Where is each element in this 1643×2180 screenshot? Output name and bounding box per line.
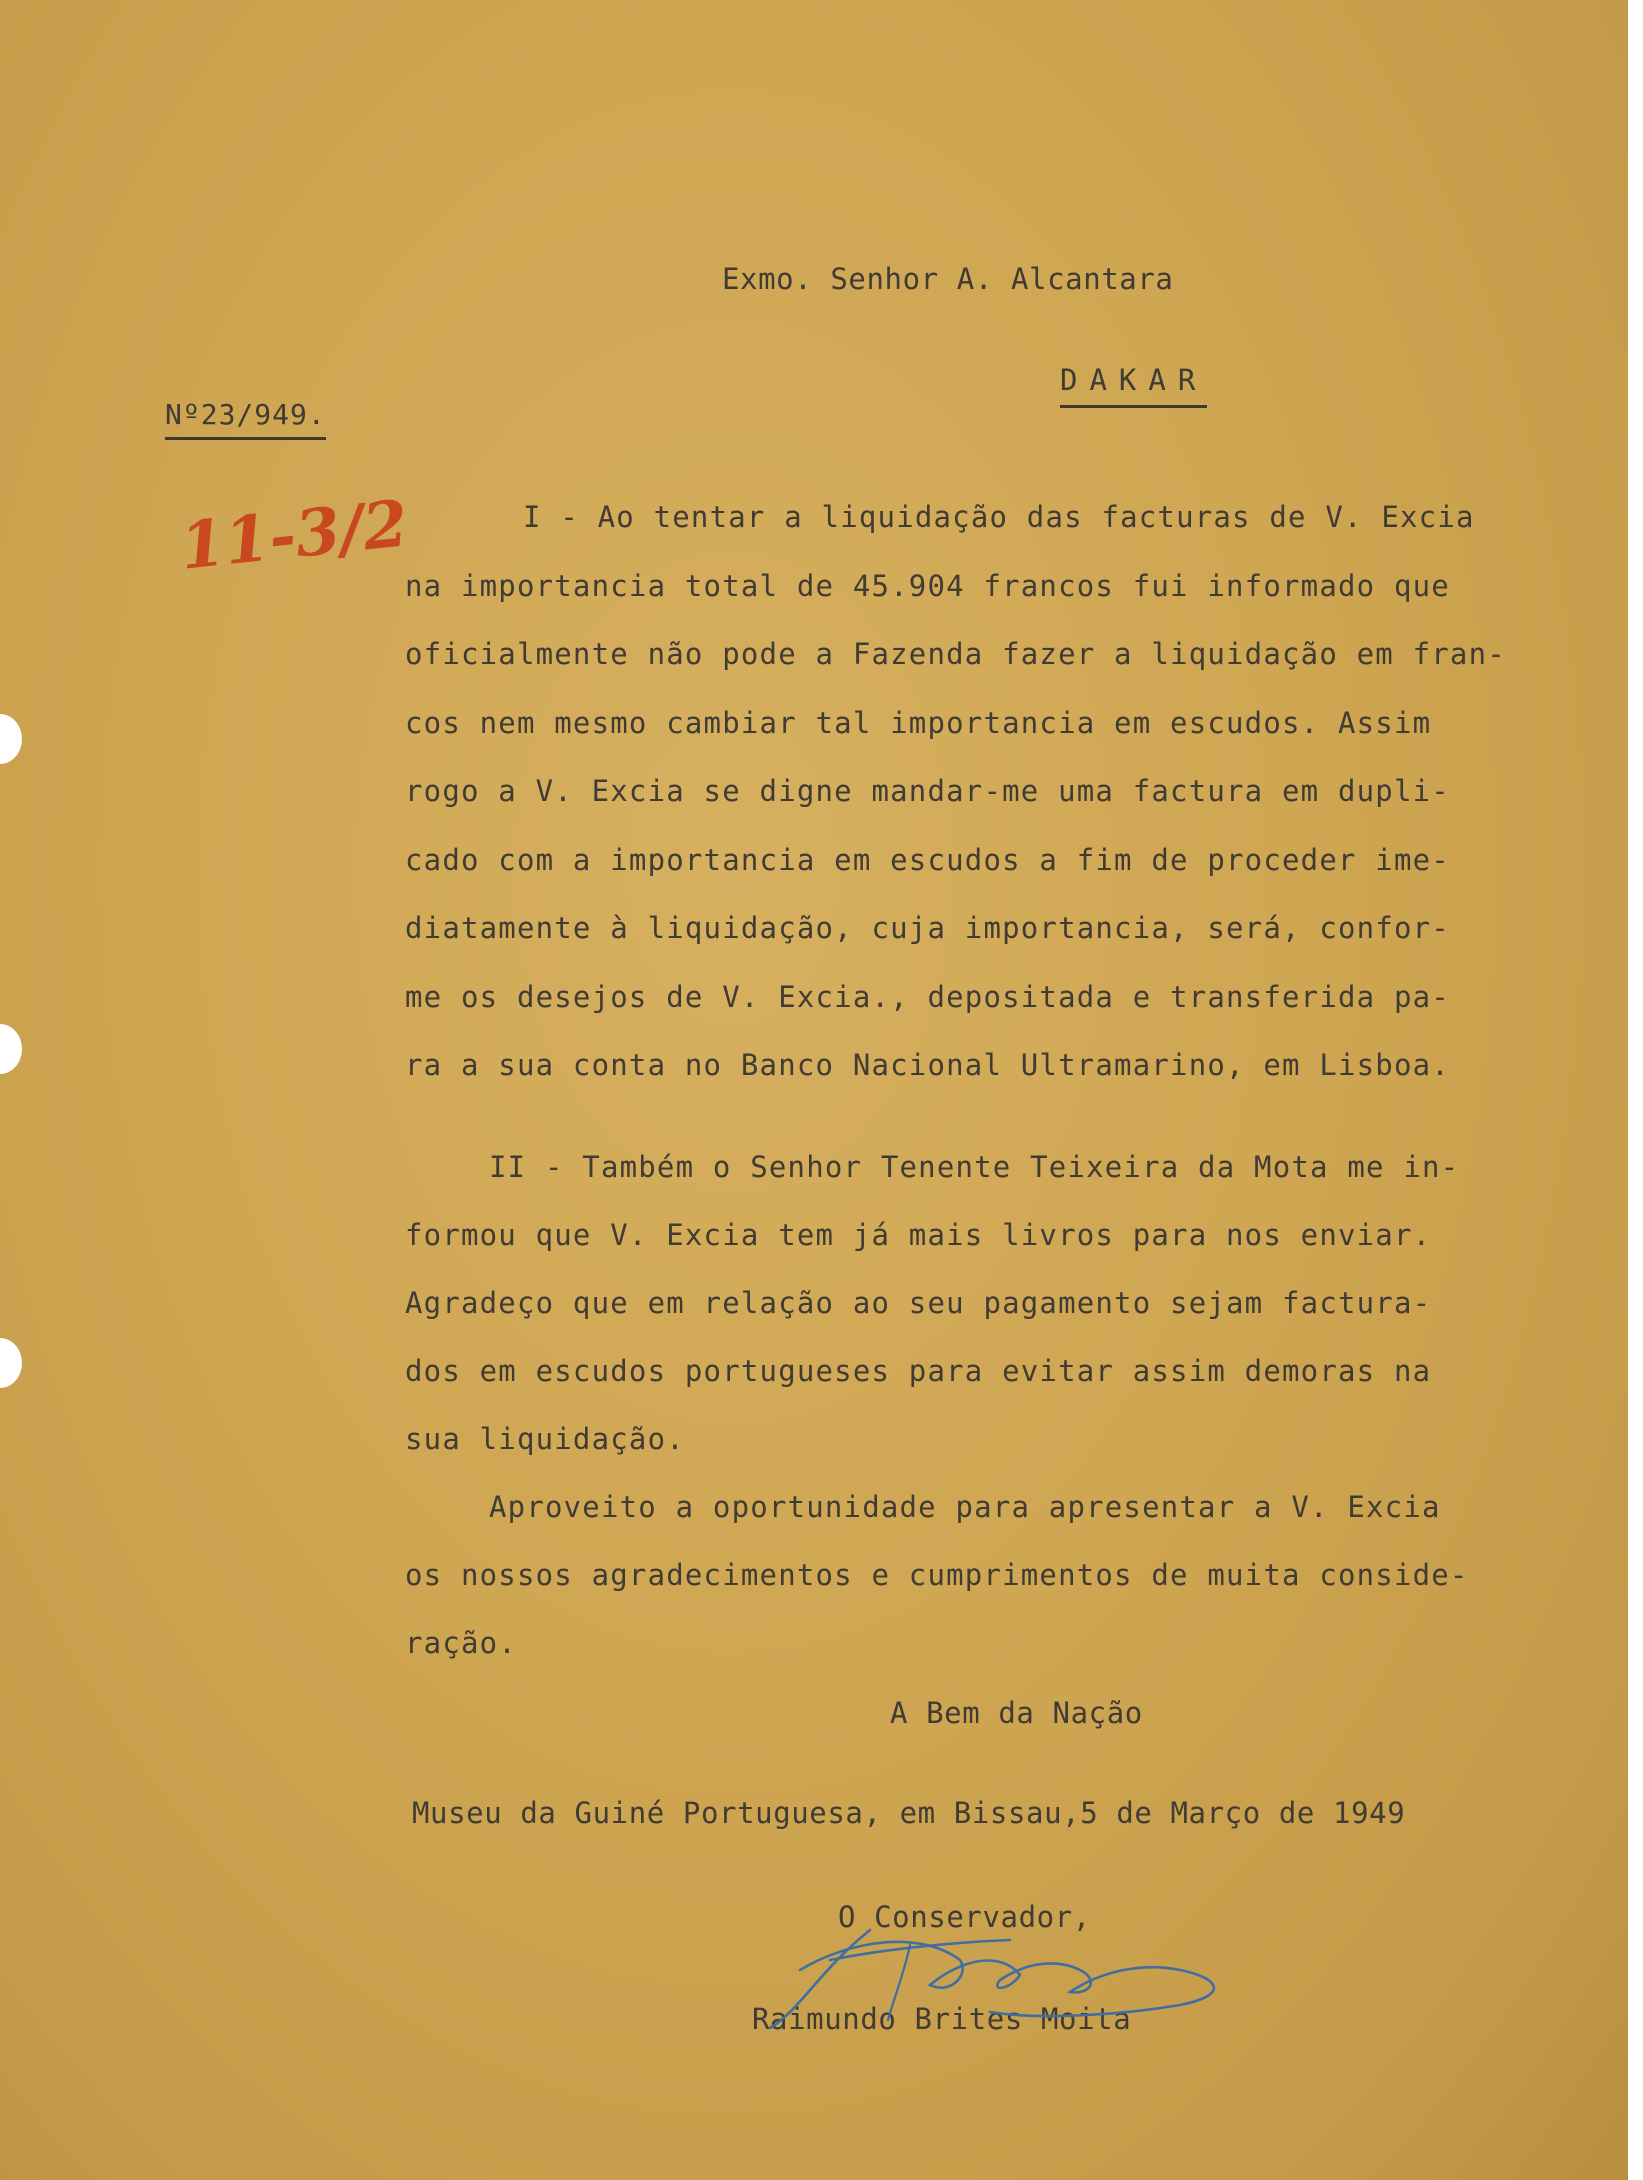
text-line: dos em escudos portugueses para evitar assim demoras na: [405, 1354, 1432, 1388]
text-line: formou que V. Excia tem já mais livros para nos enviar.: [405, 1218, 1432, 1252]
punch-hole: [0, 1338, 22, 1388]
text-line: cado com a importancia em escudos a fim de proceder ime-: [405, 843, 1450, 877]
addressee: Exmo. Senhor A. Alcantara: [722, 262, 1174, 296]
punch-hole: [0, 1024, 22, 1074]
text-line: oficialmente não pode a Fazenda fazer a liquidação em fran-: [405, 637, 1506, 671]
text-line: rogo a V. Excia se digne mandar-me uma factura em dupli-: [405, 774, 1450, 808]
text-line: Aproveito a oportunidade para apresentar a V. Excia: [489, 1490, 1441, 1524]
text-line: II - Também o Senhor Tenente Teixeira da Mota me in-: [489, 1150, 1460, 1184]
text-line: me os desejos de V. Excia., depositada e transferida pa-: [405, 980, 1450, 1014]
text-line: I - Ao tentar a liquidação das facturas de V. Excia: [523, 500, 1475, 534]
reference-number: Nº23/949.: [165, 398, 326, 440]
handwritten-annotation: 11-3/2: [176, 486, 412, 585]
closing-formula: A Bem da Nação: [890, 1696, 1143, 1730]
signatory-name: Raimundo Brites Moita: [752, 2002, 1132, 2036]
handwritten-signature: [760, 1900, 1240, 2040]
text-line: cos nem mesmo cambiar tal importancia em escudos. Assim: [405, 706, 1432, 740]
text-line: sua liquidação.: [405, 1422, 685, 1456]
text-line: na importancia total de 45.904 francos fui informado que: [405, 569, 1450, 603]
destination-city: DAKAR: [1060, 363, 1207, 408]
punch-hole: [0, 714, 22, 764]
place-and-date: Museu da Guiné Portuguesa, em Bissau,5 de Março de 1949: [412, 1796, 1406, 1830]
text-line: os nossos agradecimentos e cumprimentos de muita conside-: [405, 1558, 1469, 1592]
text-line: ração.: [405, 1626, 517, 1660]
text-line: Agradeço que em relação ao seu pagamento sejam factura-: [405, 1286, 1432, 1320]
page-edge: [1628, 0, 1643, 2180]
signatory-title: O Conservador,: [838, 1900, 1091, 1934]
text-line: ra a sua conta no Banco Nacional Ultramarino, em Lisboa.: [405, 1048, 1450, 1082]
text-line: diatamente à liquidação, cuja importancia, será, confor-: [405, 911, 1450, 945]
